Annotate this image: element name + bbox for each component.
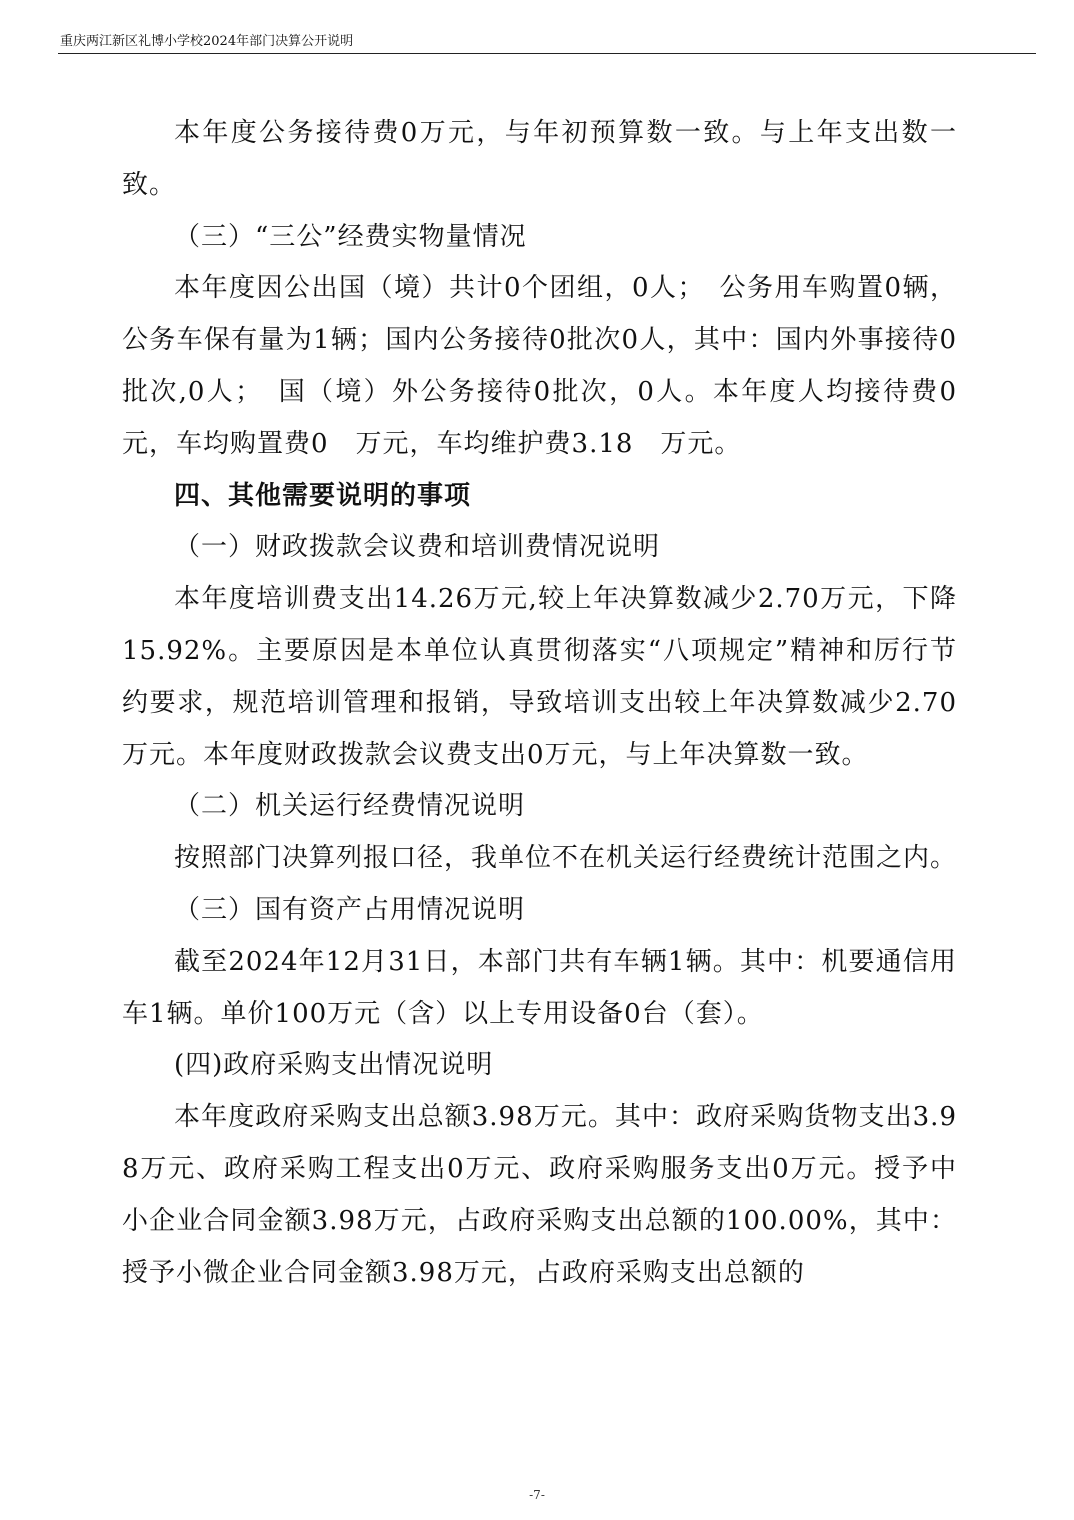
- paragraph-three-public-quantity: 本年度因公出国（境）共计0个团组，0人； 公务用车购置0辆，公务车保有量为1辆；国内公务接待0批次0人，其中：国内外事接待0批次,0人； 国（境）外公务接待0批次，0人。本年度人均接待费0元，车均购置费0 万元，车均维护费3.18 万元。: [122, 273, 957, 459]
- heading-operating-funds: （二）机关运行经费情况说明: [174, 791, 526, 822]
- header-divider: [58, 53, 1036, 54]
- document-body: [122, 108, 957, 1299]
- page-number: -7-: [529, 1488, 545, 1502]
- heading-procurement: (四)政府采购支出情况说明: [174, 1050, 494, 1081]
- heading-three-public-quantity: （三）“三公”经费实物量情况: [174, 221, 527, 252]
- section-heading-other-matters: 四、其他需要说明的事项: [174, 480, 472, 511]
- paragraph-state-assets: 截至2024年12月31日，本部门共有车辆1辆。其中：机要通信用车1辆。单价100万元（含）以上专用设备0台（套）。: [122, 946, 957, 1029]
- page-header: 重庆两江新区礼博小学校2024年部门决算公开说明: [60, 34, 354, 49]
- paragraph-reception-fee: 本年度公务接待费0万元，与年初预算数一致。与上年支出数一致。: [122, 118, 957, 200]
- heading-state-assets: （三）国有资产占用情况说明: [174, 894, 526, 925]
- paragraph-meeting-training: 本年度培训费支出14.26万元,较上年决算数减少2.70万元，下降15.92%。主要原因是本单位认真贯彻落实“八项规定”精神和厉行节约要求，规范培训管理和报销，导致培训支出较上年决算数减少2.70万元。本年度财政拨款会议费支出0万元，与上年决算数一致。: [122, 584, 957, 770]
- paragraph-operating-funds: 按照部门决算列报口径，我单位不在机关运行经费统计范围之内。: [174, 843, 958, 874]
- heading-meeting-training: （一）财政拨款会议费和培训费情况说明: [174, 532, 661, 563]
- paragraph-procurement: 本年度政府采购支出总额3.98万元。其中：政府采购货物支出3.98万元、政府采购工程支出0万元、政府采购服务支出0万元。授予中小企业合同金额3.98万元，占政府采购支出总额的100.00%，其中：授予小微企业合同金额3.98万元，占政府采购支出总额的: [122, 1102, 957, 1288]
